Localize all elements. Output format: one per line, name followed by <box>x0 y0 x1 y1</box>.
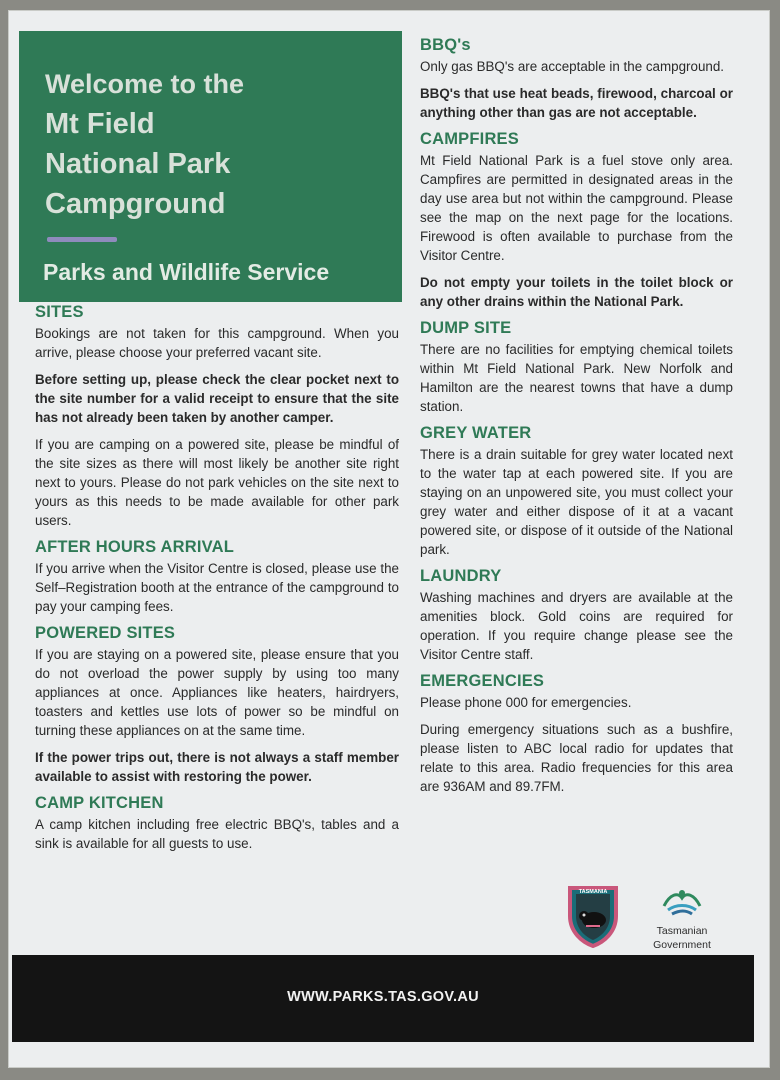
section-heading: GREY WATER <box>420 424 532 442</box>
section-paragraph: There are no facilities for emptying chemical toilets within Mt Field National Park. New Norfolk and Hamilton are the nearest towns that have a dump station. <box>420 342 733 414</box>
section-heading: DUMP SITE <box>420 319 512 337</box>
section-paragraph: There is a drain suitable for grey water located next to the water tap at each powered site. If you are staying on an unpowered site, you must collect your grey water and either dispose of it at a vacant powered site, or dispose of it outside of the National park. <box>420 447 733 557</box>
footer-bar <box>12 955 754 1042</box>
header-panel <box>19 31 402 302</box>
welcome-line: Campground <box>45 188 226 220</box>
section-paragraph: Before setting up, please check the clear pocket next to the site number for a valid receipt to ensure that the site has not already been taken by another camper. <box>35 372 399 425</box>
section <box>420 672 733 796</box>
section <box>420 319 733 416</box>
section-paragraph: Only gas BBQ's are acceptable in the campground. <box>420 59 725 74</box>
section-heading: SITES <box>35 303 84 321</box>
section-paragraph: Bookings are not taken for this campground. When you arrive, please choose your preferred vacant site. <box>35 326 399 360</box>
welcome-line: Mt Field <box>45 108 155 140</box>
section <box>35 794 399 853</box>
pws-badge-icon <box>560 882 626 948</box>
section-heading: POWERED SITES <box>35 624 176 642</box>
left-column <box>35 303 399 861</box>
section <box>420 36 733 122</box>
svg-text:TASMANIA: TASMANIA <box>578 889 608 895</box>
section <box>35 303 399 530</box>
section-heading: CAMPFIRES <box>420 130 519 148</box>
tas-gov-icon <box>660 884 704 918</box>
header-divider <box>47 237 117 242</box>
section-paragraph: During emergency situations such as a bushfire, please listen to ABC local radio for updates that relate to this area. Radio frequencies for this area are 936AM and 89.7FM. <box>420 722 733 794</box>
section-paragraph: Do not empty your toilets in the toilet block or any other drains within the National Park. <box>420 275 733 309</box>
section <box>35 538 399 616</box>
gov-line: Tasmanian <box>656 925 708 937</box>
section-paragraph: If you are staying on a powered site, please ensure that you do not overload the power supply by using too many appliances at once. Appliances like heaters, hairdryers, toasters and kettles use lots of power so be mindful on turning these appliances on at the same time. <box>35 647 399 738</box>
welcome-line: National Park <box>45 148 231 180</box>
gov-line: Government <box>653 939 711 951</box>
section-heading: LAUNDRY <box>420 567 502 585</box>
welcome-title <box>45 64 392 224</box>
org-name: Parks and Wildlife Service <box>43 259 330 285</box>
section-paragraph: Mt Field National Park is a fuel stove only area. Campfires are permitted in designated areas in the day use area but not within the campground. Please see the map on the next page for the locations. Firewood is often available to purchase from the Visitor Centre. <box>420 153 733 263</box>
section-paragraph: If you arrive when the Visitor Centre is closed, please use the Self–Registration booth at the entrance of the campground to pay your camping fees. <box>35 561 399 614</box>
logos <box>560 878 730 950</box>
section-paragraph: If the power trips out, there is not always a staff member available to assist with restoring the power. <box>35 750 399 784</box>
website-url[interactable]: WWW.PARKS.TAS.GOV.AU <box>287 989 479 1005</box>
section-paragraph: A camp kitchen including free electric BBQ's, tables and a sink is available for all guests to use. <box>35 817 399 851</box>
section-heading: BBQ's <box>420 36 471 54</box>
section-paragraph: If you are camping on a powered site, please be mindful of the site sizes as there will most likely be another site right next to yours. Please do not park vehicles on the site next to yours as this needs to be made available for other park users. <box>35 437 399 528</box>
section <box>35 624 399 786</box>
welcome-line: Welcome to the <box>45 69 245 99</box>
section <box>420 424 733 559</box>
section-paragraph: Please phone 000 for emergencies. <box>420 695 632 710</box>
section <box>420 567 733 664</box>
section-heading: AFTER HOURS ARRIVAL <box>35 538 235 556</box>
section <box>420 130 733 311</box>
section-paragraph: Washing machines and dryers are available at the amenities block. Gold coins are required for operation. If you require change please see the Visitor Centre staff. <box>420 590 733 662</box>
tas-gov-logo <box>642 884 722 950</box>
section-paragraph: BBQ's that use heat beads, firewood, charcoal or anything other than gas are not acceptable. <box>420 86 733 120</box>
right-column <box>420 36 733 804</box>
section-heading: CAMP KITCHEN <box>35 794 164 812</box>
section-heading: EMERGENCIES <box>420 672 545 690</box>
